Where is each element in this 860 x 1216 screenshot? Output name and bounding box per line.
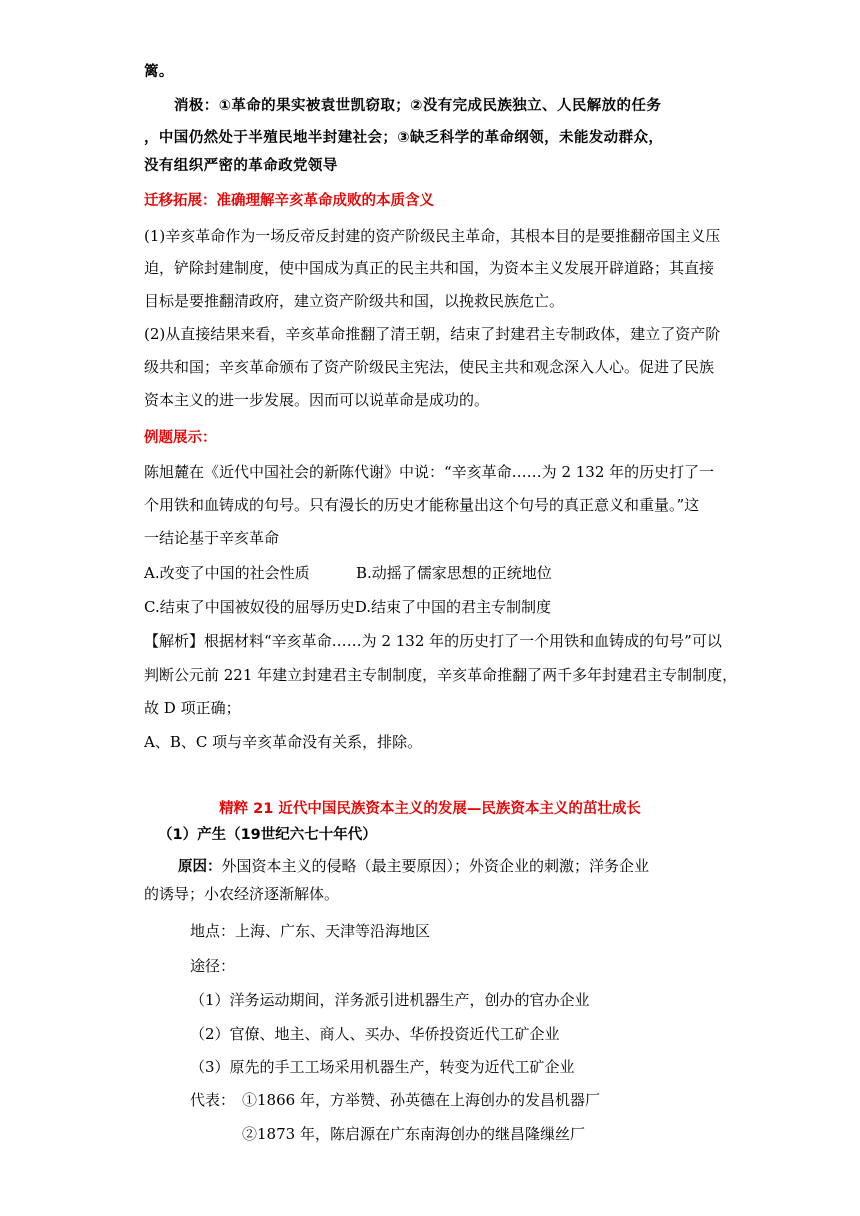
reason-label: 原因： (178, 859, 222, 875)
reason-line (178, 856, 649, 877)
continuation-text: 篱。 (144, 64, 174, 80)
option-a: A.改变了中国的社会性质 (144, 564, 310, 582)
paragraph-line: 资本主义的进一步发展。因而可以说革命是成功的。 (144, 391, 490, 409)
path-item: （1）洋务运动期间，洋务派引进机器生产，创办的官办企业 (190, 991, 590, 1009)
option-b: B.动摇了儒家思想的正统地位 (356, 564, 552, 582)
example-heading: 例题展示： (144, 430, 217, 446)
question-line: 陈旭麓在《近代中国社会的新陈代谢》中说：“辛亥革命……为 2 132 年的历史打了一 (144, 463, 715, 481)
extension-heading: 迁移拓展：准确理解辛亥革命成败的本质含义 (144, 193, 434, 209)
option-c-d: C.结束了中国被奴役的屈辱历史D.结束了中国的君主专制制度 (144, 598, 551, 616)
subsection-heading: （1）产生（19世纪六七十年代） (158, 827, 377, 843)
answer-line: 故 D 项正确； (144, 699, 241, 717)
paragraph-line: 级共和国；辛亥革命颁布了资产阶级民主宪法，使民主共和观念深入人心。促进了民族 (144, 358, 715, 376)
negative-point-line: ，中国仍然处于半殖民地半封建社会；③缺乏科学的革命纲领，未能发动群众， (144, 130, 664, 146)
path-item: （2）官僚、地主、商人、买办、华侨投资近代工矿企业 (190, 1025, 560, 1043)
path-item: （3）原先的手工工场采用机器生产，转变为近代工矿企业 (190, 1058, 575, 1076)
representative-item: ①1866 年，方举赞、孙英德在上海创办的发昌机器厂 (242, 1091, 600, 1109)
place-line: 地点：上海、广东、天津等沿海地区 (190, 922, 431, 940)
reason-text: 外国资本主义的侵略（最主要原因）；外资企业的刺激；洋务企业 (221, 857, 650, 875)
question-line: 一结论基于辛亥革命 (144, 529, 280, 547)
answer-line: 【解析】根据材料“辛亥革命……为 2 132 年的历史打了一个用铁和血铸成的句号”可以 (144, 632, 722, 650)
reason-line: 的诱导；小农经济逐渐解体。 (144, 885, 340, 903)
paragraph-line: 迫，铲除封建制度，使中国成为真正的民主共和国，为资本主义发展开辟道路；其直接 (144, 259, 715, 277)
question-line: 个用铁和血铸成的句号。只有漫长的历史才能称量出这个句号的真正意义和重量。”这 (144, 496, 700, 514)
answer-line: 判断公元前 221 年建立封建君主专制制度，辛亥革命推翻了两千多年封建君主专制制度， (144, 666, 738, 684)
negative-point-line: 消极：①革命的果实被袁世凯窃取；②没有完成民族独立、人民解放的任务 (174, 98, 662, 114)
representative-label: 代表： (190, 1091, 236, 1109)
paragraph-line: (1)辛亥革命作为一场反帝反封建的资产阶级民主革命，其根本目的是要推翻帝国主义压 (144, 227, 721, 245)
paragraph-line: 目标是要推翻清政府，建立资产阶级共和国，以挽救民族危亡。 (144, 292, 565, 310)
paragraph-line: (2)从直接结果来看，辛亥革命推翻了清王朝，结束了封建君主专制政体，建立了资产阶 (144, 325, 721, 343)
negative-point-line: 没有组织严密的革命政党领导 (144, 158, 338, 174)
section-title: 精粹 21 近代中国民族资本主义的发展—民族资本主义的茁壮成长 (219, 801, 641, 817)
representative-item: ②1873 年，陈启源在广东南海创办的继昌隆缫丝厂 (242, 1125, 585, 1143)
path-label: 途径： (190, 957, 236, 975)
answer-line: A、B、C 项与辛亥革命没有关系，排除。 (144, 733, 423, 751)
